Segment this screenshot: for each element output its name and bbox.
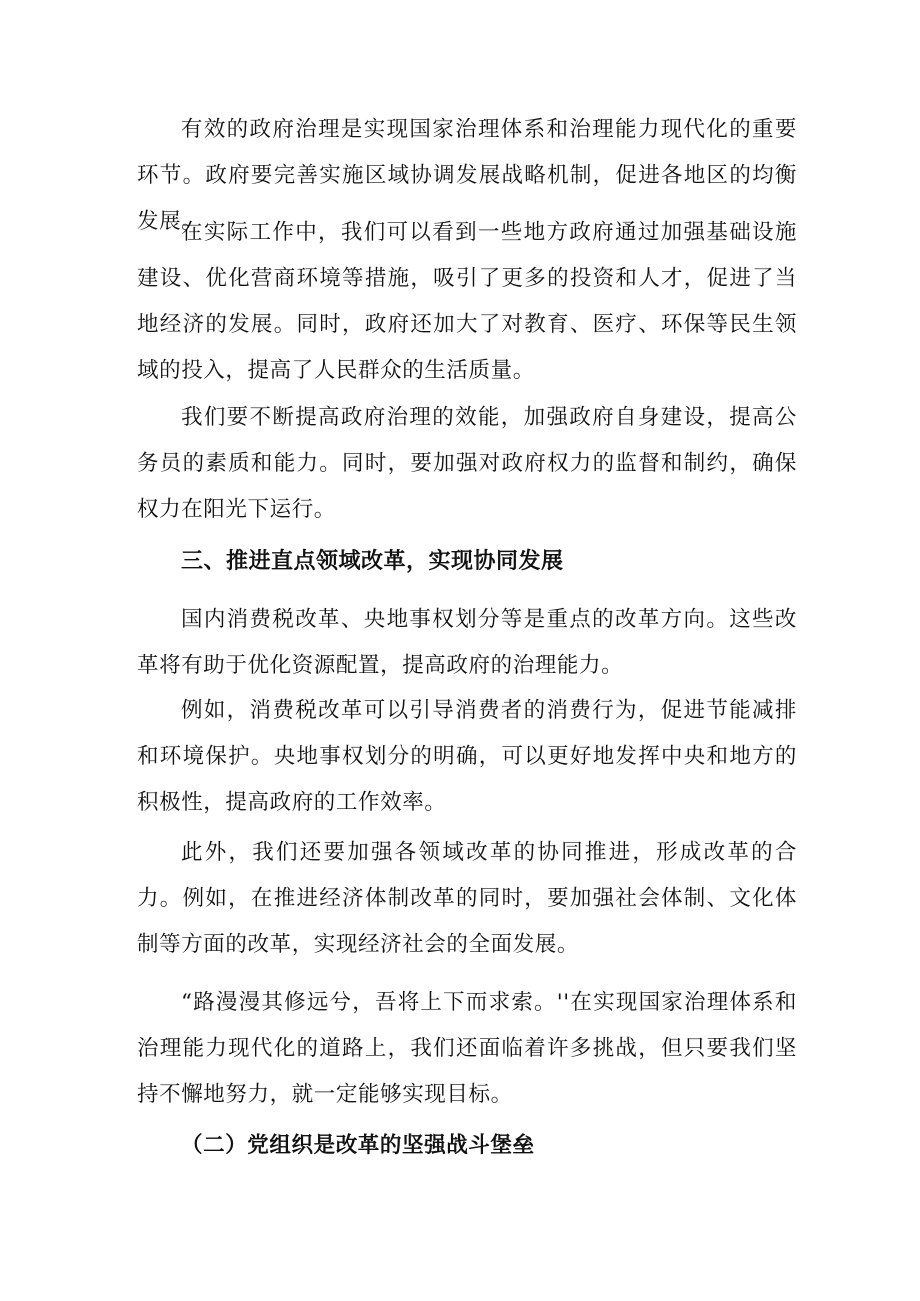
paragraph-government-governance: 有效的政府治理是实现国家治理体系和治理能力现代化的重要环节。政府要完善实施区域协调发展战略机制，促进各地区的均衡发展。 (137, 117, 797, 234)
paragraph-governance-efficiency: 我们要不断提高政府治理的效能，加强政府自身建设，提高公务员的素质和能力。同时，要加强对政府权力的监督和制约，确保权力在阳光下运行。 (137, 405, 797, 522)
paragraph-reform-example: 例如，消费税改革可以引导消费者的消费行为，促进节能减排和环境保护。央地事权划分的明确，可以更好地发挥中央和地方的积极性，提高政府的工作效率。 (137, 698, 797, 815)
section-heading: 三、推进直点领域改革，实现协同发展 (181, 549, 564, 574)
paragraph-reform-direction: 国内消费税改革、央地事权划分等是重点的改革方向。这些改革将有助于优化资源配置，提高政府的治理能力。 (137, 607, 797, 678)
subsection-heading: （二）党组织是改革的坚强战斗堡垒 (181, 1133, 535, 1158)
paragraph-coordinated-reform: 此外，我们还要加强各领域改革的协同推进，形成改革的合力。例如，在推进经济体制改革的同时，要加强社会体制、文化体制等方面的改革，实现经济社会的全面发展。 (137, 840, 797, 957)
paragraph-practical-work: 在实际工作中，我们可以看到一些地方政府通过加强基础设施建设、优化营商环境等措施，吸引了更多的投资和人才，促进了当地经济的发展。同时，政府还加大了对教育、医疗、环保等民生领域的投入，提高了人民群众的生活质量。 (137, 220, 797, 383)
paragraph-quote: “路漫漫其修远兮，吾将上下而求索。''在实现国家治理体系和治理能力现代化的道路上，我们还面临着许多挑战，但只要我们坚持不懈地努力，就一定能够实现目标。 (137, 990, 797, 1107)
